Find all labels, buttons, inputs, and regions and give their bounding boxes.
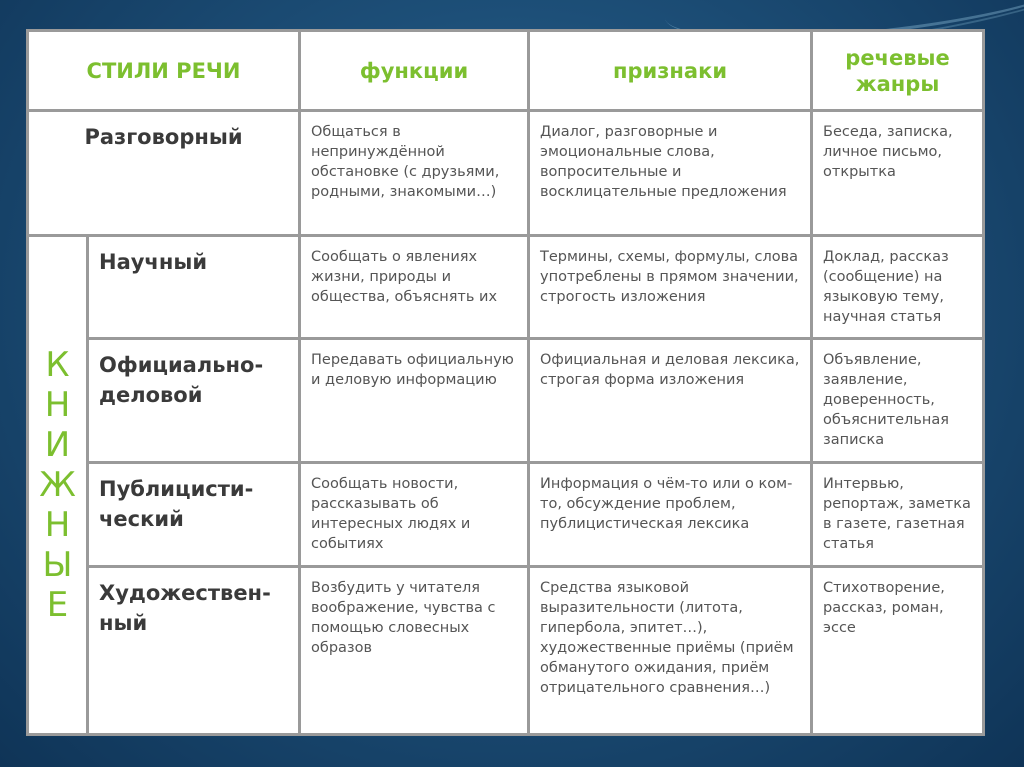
row-colloquial <box>28 111 984 236</box>
functions-cell <box>300 463 529 567</box>
style-cell-official-business <box>88 339 300 463</box>
functions-text: Сообщать о явлениях жизни, природы и общества, объяснять их <box>311 249 498 305</box>
features-cell <box>529 236 812 339</box>
row-official-business <box>28 339 984 463</box>
features-cell <box>529 339 812 463</box>
functions-text: Сообщать новости, рассказывать об интересных людях и событиях <box>311 476 471 552</box>
row-scientific <box>28 236 984 339</box>
row-artistic <box>28 567 984 735</box>
header-styles: СТИЛИ РЕЧИ <box>28 31 300 111</box>
genres-cell <box>812 339 984 463</box>
functions-text: Передавать официальную и деловую информацию <box>311 352 514 388</box>
vertical-letter: Н <box>44 505 71 545</box>
style-name-artistic: Художествен-ный <box>99 581 271 635</box>
genres-cell <box>812 567 984 735</box>
vertical-letter: Е <box>46 585 69 625</box>
genres-cell <box>812 463 984 567</box>
functions-text: Общаться в непринуждённой обстановке (с друзьями, родными, знакомыми…) <box>311 124 500 200</box>
style-name-colloquial: Разговорный <box>84 125 243 149</box>
header-genres: речевые жанры <box>812 31 984 111</box>
row-journalistic <box>28 463 984 567</box>
genres-cell <box>812 236 984 339</box>
features-text: Диалог, разговорные и эмоциональные слова, вопросительные и восклицательные предложения <box>540 124 787 200</box>
genres-text: Объявление, заявление, доверенность, объяснительная записка <box>823 352 949 448</box>
style-cell-colloquial <box>28 111 300 236</box>
vertical-letter: К <box>45 345 70 385</box>
header-row <box>28 31 984 111</box>
genres-text: Доклад, рассказ (сообщение) на языковую тему, научная статья <box>823 249 949 325</box>
features-cell <box>529 111 812 236</box>
functions-cell <box>300 236 529 339</box>
speech-styles-table-sheet <box>26 29 982 733</box>
vertical-letter: Ы <box>42 545 73 585</box>
book-styles-vertical-label <box>28 236 88 735</box>
vertical-letter: Ж <box>39 465 76 505</box>
header-functions: функции <box>300 31 529 111</box>
functions-cell <box>300 567 529 735</box>
style-name-scientific: Научный <box>99 250 208 274</box>
genres-text: Интервью, репортаж, заметка в газете, газетная статья <box>823 476 971 552</box>
style-cell-journalistic <box>88 463 300 567</box>
functions-cell <box>300 111 529 236</box>
functions-cell <box>300 339 529 463</box>
features-text: Официальная и деловая лексика, строгая форма изложения <box>540 352 800 388</box>
features-cell <box>529 567 812 735</box>
vertical-letter: И <box>44 425 71 465</box>
genres-cell <box>812 111 984 236</box>
functions-text: Возбудить у читателя воображение, чувства с помощью словесных образов <box>311 580 496 656</box>
speech-styles-table <box>26 29 985 736</box>
features-text: Термины, схемы, формулы, слова употреблены в прямом значении, строгость изложения <box>540 249 799 305</box>
style-cell-scientific <box>88 236 300 339</box>
features-text: Средства языковой выразительности (литота, гипербола, эпитет…), художественные приёмы (приём обманутого ожидания, приём отрицательного сравнения…) <box>540 580 794 696</box>
style-name-journalistic: Публицисти-ческий <box>99 477 254 531</box>
vertical-letter: Н <box>44 385 71 425</box>
genres-text: Беседа, записка, личное письмо, открытка <box>823 124 953 180</box>
style-cell-artistic <box>88 567 300 735</box>
header-features: признаки <box>529 31 812 111</box>
features-text: Информация о чём-то или о ком-то, обсуждение проблем, публицистическая лексика <box>540 476 793 532</box>
genres-text: Стихотворение, рассказ, роман, эссе <box>823 580 945 636</box>
features-cell <box>529 463 812 567</box>
style-name-official-business: Официально-деловой <box>99 353 264 407</box>
